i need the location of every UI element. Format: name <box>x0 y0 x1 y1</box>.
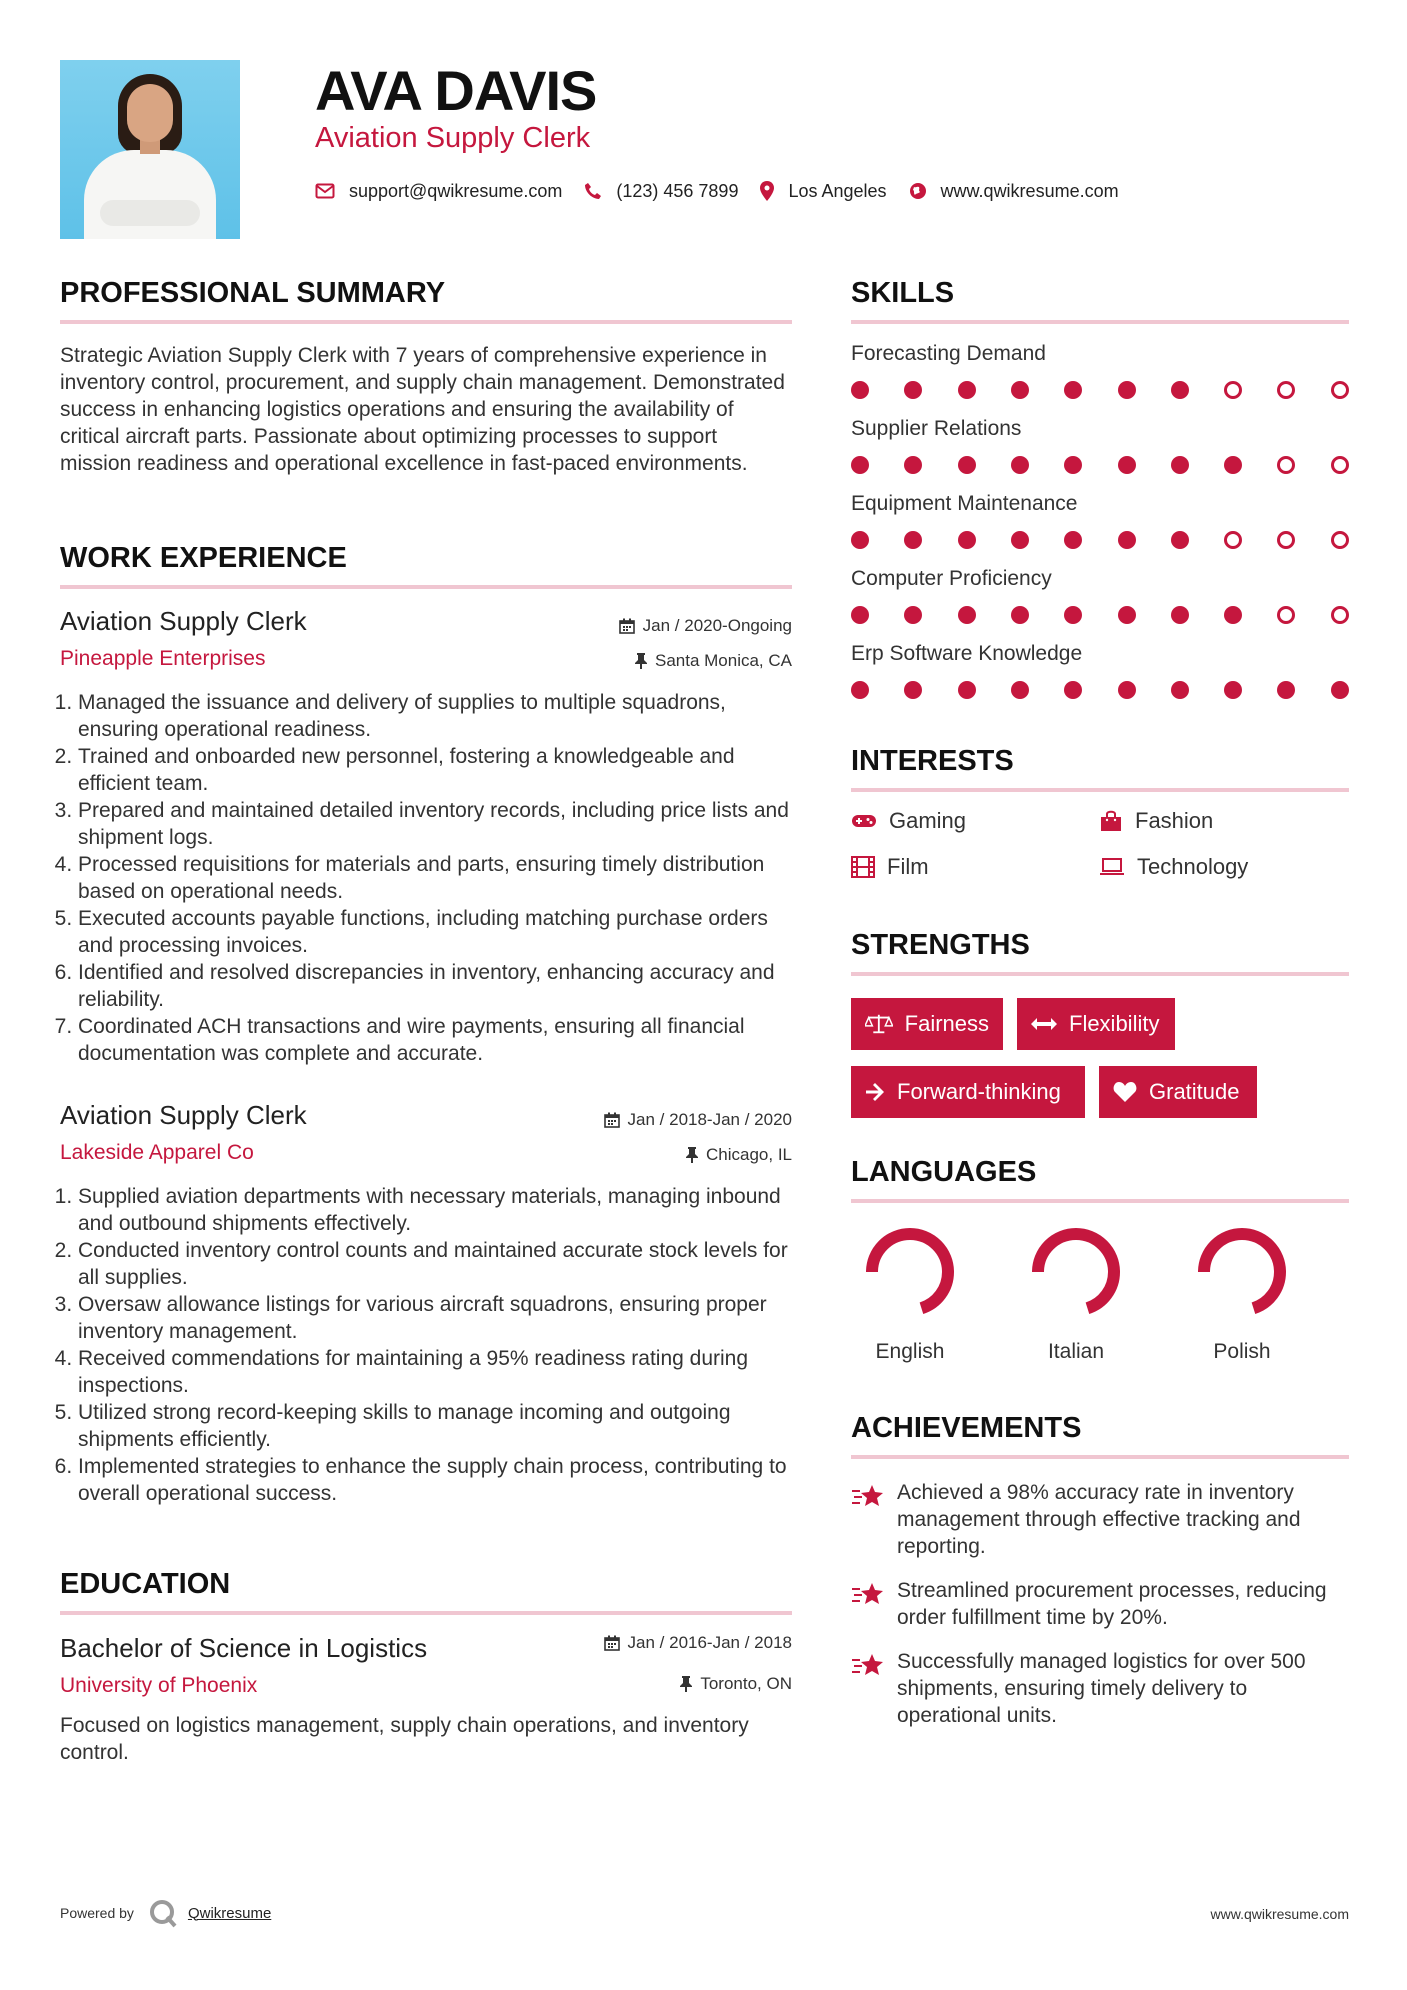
skills-divider <box>851 320 1349 324</box>
skill-name: Supplier Relations <box>851 417 1022 440</box>
job-2-company: Lakeside Apparel Co <box>60 1141 254 1164</box>
rating-dot-filled <box>1224 681 1242 699</box>
experience-heading: WORK EXPERIENCE <box>60 542 347 574</box>
rating-dot-filled <box>958 606 976 624</box>
experience-divider <box>60 585 792 589</box>
contact-bar <box>315 178 1141 204</box>
interest-label: Film <box>887 854 929 879</box>
interests-divider <box>851 788 1349 792</box>
rating-dot-filled <box>1171 606 1189 624</box>
strength-flexibility <box>1017 998 1175 1050</box>
envelope-icon <box>315 183 335 199</box>
calendar-icon <box>619 618 635 634</box>
thumbtack-icon <box>680 1676 692 1692</box>
list-item: 5. Executed accounts payable functions, including matching purchase orders and processing invoices. <box>78 905 790 959</box>
calendar-icon <box>604 1112 620 1128</box>
list-item: 2. Conducted inventory control counts and maintained accurate stock levels for all supplies. <box>78 1237 790 1291</box>
interest-label: Fashion <box>1135 808 1214 833</box>
interest-technology <box>1099 854 1248 880</box>
star-award-icon <box>851 1581 885 1607</box>
list-item: 6. Implemented strategies to enhance the supply chain process, contributing to overall operational success. <box>78 1453 790 1507</box>
job-2-location <box>520 1145 792 1165</box>
strength-forward-thinking <box>851 1066 1085 1118</box>
rating-dot-filled <box>1118 681 1136 699</box>
list-item: 5. Utilized strong record-keeping skills to manage incoming and outgoing shipments efficiently. <box>78 1399 790 1453</box>
strength-label: Fairness <box>904 1011 989 1036</box>
footer-powered-by <box>60 1898 271 1928</box>
rating-dot-filled <box>1011 681 1029 699</box>
interest-film <box>851 854 929 880</box>
education-location-text: Toronto, ON <box>700 1674 792 1693</box>
strength-label: Flexibility <box>1069 1011 1160 1036</box>
phone-icon <box>584 182 602 200</box>
rating-dot-filled <box>1118 456 1136 474</box>
rating-dot-empty <box>1331 531 1349 549</box>
list-item: 2. Trained and onboarded new personnel, fostering a knowledgeable and efficient team. <box>78 743 790 797</box>
rating-dot-filled <box>851 531 869 549</box>
rating-dot-empty <box>1277 606 1295 624</box>
strength-gratitude <box>1099 1066 1257 1118</box>
education-location <box>520 1674 792 1694</box>
rating-dot-filled <box>1064 681 1082 699</box>
rating-dot-filled <box>958 381 976 399</box>
list-item: 6. Identified and resolved discrepancies in inventory, enhancing accuracy and reliability. <box>78 959 790 1013</box>
rating-dot-filled <box>1064 606 1082 624</box>
rating-dot-filled <box>904 606 922 624</box>
rating-dot-filled <box>851 456 869 474</box>
education-dates-text: Jan / 2016-Jan / 2018 <box>627 1633 792 1652</box>
rating-dot-filled <box>1064 531 1082 549</box>
rating-dot-filled <box>904 381 922 399</box>
footer-website[interactable]: www.qwikresume.com <box>1210 1906 1349 1922</box>
list-item: 3. Prepared and maintained detailed inventory records, including price lists and shipment logs. <box>78 797 790 851</box>
contact-website[interactable] <box>909 181 1119 202</box>
rating-dot-filled <box>1277 681 1295 699</box>
languages-heading: LANGUAGES <box>851 1156 1037 1188</box>
strength-fairness <box>851 998 1003 1050</box>
language-name: Italian <box>1047 1340 1105 1363</box>
rating-dot-empty <box>1277 531 1295 549</box>
rating-dot-filled <box>1171 381 1189 399</box>
education-degree: Bachelor of Science in Logistics <box>60 1633 428 1663</box>
profile-photo <box>60 60 240 239</box>
rating-dot-filled <box>1224 606 1242 624</box>
arrow-right-icon <box>865 1082 885 1102</box>
rating-dot-filled <box>1011 381 1029 399</box>
rating-dot-empty <box>1331 381 1349 399</box>
powered-by-text: Powered by <box>60 1905 134 1921</box>
skill-name: Forecasting Demand <box>851 342 1046 365</box>
interest-gaming <box>851 808 966 834</box>
calendar-icon <box>604 1635 620 1651</box>
rating-dot-filled <box>1011 456 1029 474</box>
job-1-location <box>520 651 792 671</box>
achievements-heading: ACHIEVEMENTS <box>851 1412 1082 1444</box>
qwikresume-logo-icon <box>148 1898 178 1928</box>
rating-dot-filled <box>1171 531 1189 549</box>
strengths-divider <box>851 972 1349 976</box>
job-1-title: Aviation Supply Clerk <box>60 606 307 636</box>
job-2-title: Aviation Supply Clerk <box>60 1100 307 1130</box>
rating-dot-empty <box>1277 456 1295 474</box>
rating-dot-filled <box>1011 606 1029 624</box>
education-divider <box>60 1611 792 1615</box>
skill-rating <box>851 531 1351 551</box>
rating-dot-filled <box>851 606 869 624</box>
job-1-location-text: Santa Monica, CA <box>654 651 792 670</box>
list-item: 4. Received commendations for maintaining a 95% readiness rating during inspections. <box>78 1345 790 1399</box>
rating-dot-filled <box>958 531 976 549</box>
rating-dot-filled <box>904 681 922 699</box>
rating-dot-filled <box>904 456 922 474</box>
summary-text: Strategic Aviation Supply Clerk with 7 years of comprehensive experience in inventory control, procurement, and supply chain management. Demonstrated success in enhancing logistics operations and ensuring the availability of critical aircraft parts. Passionate about optimizing processes to support mission readiness and operational excellence in fast-paced environments. <box>60 344 785 475</box>
language-level-ring <box>860 1222 960 1322</box>
map-pin-icon <box>760 181 774 201</box>
phone-text: (123) 456 7899 <box>616 180 739 201</box>
education-description: Focused on logistics management, supply chain operations, and inventory control. <box>60 1714 749 1764</box>
language-level-arc <box>1204 1234 1280 1310</box>
list-item: 7. Coordinated ACH transactions and wire payments, ensuring all financial documentation was complete and accurate. <box>78 1013 790 1067</box>
language-level-ring <box>1026 1222 1126 1322</box>
thumbtack-icon <box>635 653 647 669</box>
rating-dot-empty <box>1331 456 1349 474</box>
rating-dot-empty <box>1224 531 1242 549</box>
balance-scale-icon <box>865 1013 893 1035</box>
list-item: 1. Managed the issuance and delivery of supplies to multiple squadrons, ensuring operational readiness. <box>78 689 790 743</box>
rating-dot-filled <box>958 681 976 699</box>
language-name: English <box>875 1340 945 1363</box>
education-school: University of Phoenix <box>60 1674 258 1697</box>
website-text: www.qwikresume.com <box>940 180 1119 201</box>
contact-location <box>760 181 886 202</box>
rating-dot-filled <box>851 681 869 699</box>
achievement-text: Achieved a 98% accuracy rate in inventory management through effective tracking and reporting. <box>897 1481 1301 1558</box>
qwikresume-link[interactable]: Qwikresume <box>187 1904 272 1922</box>
interests-heading: INTERESTS <box>851 745 1014 777</box>
education-dates <box>480 1633 792 1653</box>
rating-dot-filled <box>1118 381 1136 399</box>
skill-rating <box>851 606 1351 626</box>
job-1-company: Pineapple Enterprises <box>60 647 266 670</box>
interest-fashion <box>1099 808 1213 834</box>
rating-dot-filled <box>1171 681 1189 699</box>
rating-dot-filled <box>1064 381 1082 399</box>
location-text: Los Angeles <box>788 180 887 201</box>
summary-divider <box>60 320 792 324</box>
rating-dot-filled <box>1064 456 1082 474</box>
skill-rating <box>851 681 1351 701</box>
language-level-arc <box>1038 1234 1114 1310</box>
rating-dot-filled <box>904 531 922 549</box>
rating-dot-filled <box>1118 531 1136 549</box>
achievement-item <box>851 1648 1347 1729</box>
job-2-bullets <box>60 1183 790 1507</box>
achievement-text: Successfully managed logistics for over 500 shipments, ensuring timely delivery to operational units. <box>897 1650 1306 1727</box>
arrows-horizontal-icon <box>1031 1017 1057 1031</box>
rating-dot-empty <box>1224 381 1242 399</box>
globe-icon <box>909 182 927 200</box>
job-1-dates-text: Jan / 2020-Ongoing <box>642 616 792 635</box>
achievement-item <box>851 1479 1347 1560</box>
strength-label: Gratitude <box>1149 1079 1240 1104</box>
list-item: 4. Processed requisitions for materials and parts, ensuring timely distribution based on operational needs. <box>78 851 790 905</box>
rating-dot-filled <box>1118 606 1136 624</box>
contact-email[interactable] <box>315 181 562 202</box>
thumbtack-icon <box>686 1147 698 1163</box>
skills-heading: SKILLS <box>851 277 955 309</box>
job-1-bullets <box>60 689 790 1067</box>
star-award-icon <box>851 1652 885 1678</box>
language-level-ring <box>1192 1222 1292 1322</box>
interest-label: Gaming <box>889 808 967 833</box>
achievement-item <box>851 1577 1347 1631</box>
gamepad-icon <box>851 812 877 830</box>
laptop-icon <box>1099 857 1125 877</box>
strengths-heading: STRENGTHS <box>851 929 1030 961</box>
rating-dot-filled <box>958 456 976 474</box>
language-level-arc <box>872 1234 948 1310</box>
achievements-divider <box>851 1455 1349 1459</box>
achievement-text: Streamlined procurement processes, reducing order fulfillment time by 20%. <box>897 1579 1327 1629</box>
education-heading: EDUCATION <box>60 1568 231 1600</box>
skill-name: Erp Software Knowledge <box>851 642 1083 665</box>
job-2-location-text: Chicago, IL <box>706 1145 792 1164</box>
job-2-dates <box>480 1110 792 1130</box>
rating-dot-filled <box>1331 681 1349 699</box>
list-item: 1. Supplied aviation departments with necessary materials, managing inbound and outbound shipments effectively. <box>78 1183 790 1237</box>
candidate-title: Aviation Supply Clerk <box>315 122 591 154</box>
rating-dot-filled <box>851 381 869 399</box>
email-text: support@qwikresume.com <box>349 180 563 201</box>
summary-heading: PROFESSIONAL SUMMARY <box>60 277 446 309</box>
skill-name: Equipment Maintenance <box>851 492 1078 515</box>
rating-dot-filled <box>1171 456 1189 474</box>
shopping-bag-icon <box>1099 809 1123 833</box>
heart-icon <box>1113 1081 1137 1103</box>
skill-rating <box>851 381 1351 401</box>
film-icon <box>851 856 875 878</box>
language-name: Polish <box>1213 1340 1271 1363</box>
star-award-icon <box>851 1483 885 1509</box>
rating-dot-filled <box>1011 531 1029 549</box>
skill-name: Computer Proficiency <box>851 567 1052 590</box>
rating-dot-filled <box>1224 456 1242 474</box>
skill-rating <box>851 456 1351 476</box>
job-1-dates <box>520 616 792 636</box>
job-2-dates-text: Jan / 2018-Jan / 2020 <box>627 1110 792 1129</box>
languages-divider <box>851 1199 1349 1203</box>
rating-dot-empty <box>1277 381 1295 399</box>
contact-phone[interactable] <box>584 181 738 202</box>
interest-label: Technology <box>1137 854 1249 879</box>
list-item: 3. Oversaw allowance listings for various aircraft squadrons, ensuring proper inventory management. <box>78 1291 790 1345</box>
rating-dot-empty <box>1331 606 1349 624</box>
strength-label: Forward-thinking <box>897 1079 1061 1104</box>
candidate-name: AVA DAVIS <box>315 59 597 122</box>
